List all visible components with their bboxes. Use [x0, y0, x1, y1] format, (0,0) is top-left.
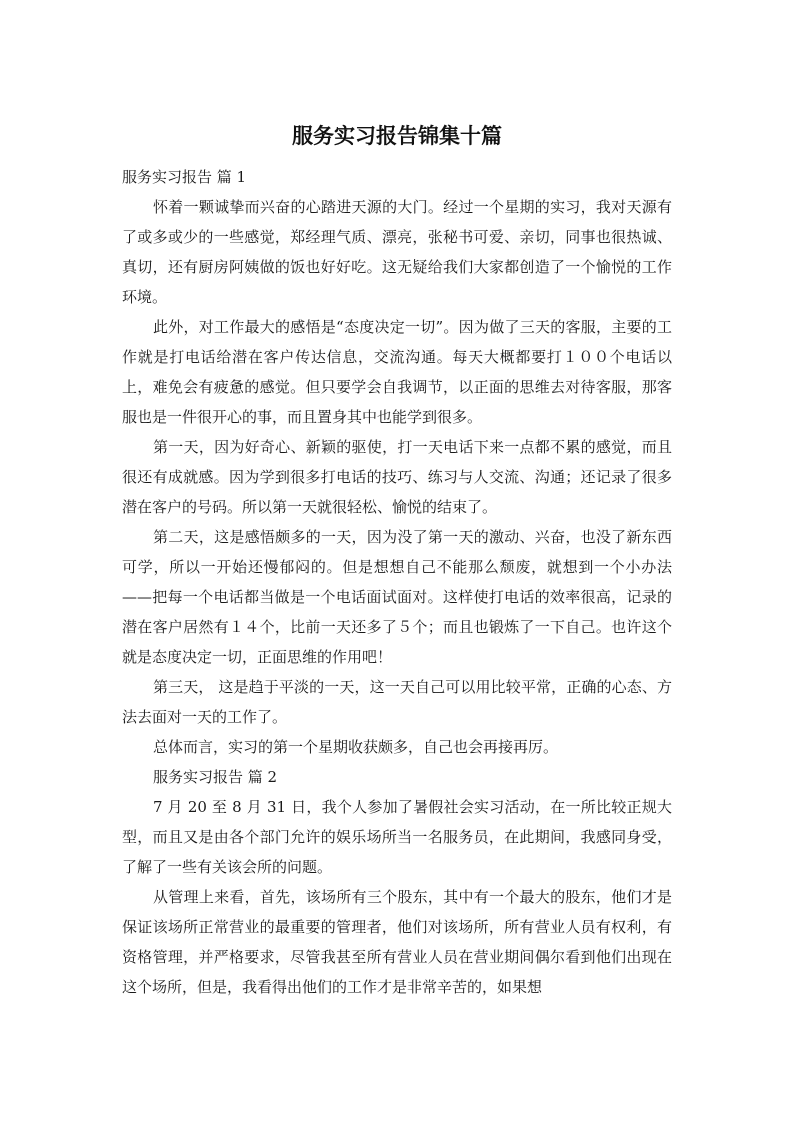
- section-2: [122, 762, 672, 1002]
- section-1: [122, 162, 672, 762]
- section-1-paragraph-6: 总体而言，实习的第一个星期收获颇多，自己也会再接再厉。: [153, 738, 559, 756]
- section-2-paragraph-2: 从管理上来看，首先，该场所有三个股东，其中有一个最大的股东，他们才是保证该场所正常营业的最重要的管理者，他们对该场所，所有营业人员有权利，有资格管理，并严格要求，尽管我甚至所有营业人员在营业期间偶尔看到他们出现在这个场所，但是，我看得出他们的工作才是非常辛苦的，如果想: [122, 888, 672, 996]
- section-1-heading: 服务实习报告 篇 1: [122, 168, 247, 186]
- section-1-paragraph-3: 第一天，因为好奇心、新颖的驱使，打一天电话下来一点都不累的感觉，而且很还有成就感。因为学到很多打电话的技巧、练习与人交流、沟通；还记录了很多潜在客户的号码。所以第一天就很轻松、愉悦的结束了。: [122, 438, 672, 516]
- section-1-paragraph-4: 第二天，这是感悟颇多的一天，因为没了第一天的激动、兴奋，也没了新东西可学，所以一开始还慢郁闷的。但是想想自己不能那么颓废，就想到一个小办法——把每一个电话都当做是一个电话面试面对。这样使打电话的效率很高，记录的潜在客户居然有１４个，比前一天还多了５个；而且也锻炼了一下自己。也许这个就是态度决定一切，正面思维的作用吧！: [122, 528, 672, 666]
- document-title: 服务实习报告锦集十篇: [292, 124, 502, 148]
- section-2-heading: 服务实习报告 篇 2: [153, 768, 278, 786]
- section-1-paragraph-1: 怀着一颗诚挚而兴奋的心踏进天源的大门。经过一个星期的实习，我对天源有了或多或少的一些感觉，郑经理气质、漂亮，张秘书可爱、亲切，同事也很热诚、真切，还有厨房阿姨做的饭也好好吃。这无疑给我们大家都创造了一个愉悦的工作环境。: [122, 198, 672, 306]
- section-2-paragraph-1: 7 月 20 至 8 月 31 日，我个人参加了暑假社会实习活动，在一所比较正规大型，而且又是由各个部门允许的娱乐场所当一名服务员，在此期间，我感同身受，了解了一些有关该会所的问题。: [122, 798, 672, 876]
- section-1-paragraph-5: 第三天， 这是趋于平淡的一天，这一天自己可以用比较平常，正确的心态、方法去面对一天的工作了。: [122, 678, 672, 726]
- section-1-paragraph-2: 此外，对工作最大的感悟是“态度决定一切”。因为做了三天的客服，主要的工作就是打电话给潜在客户传达信息，交流沟通。每天大概都要打１００个电话以上，难免会有疲惫的感觉。但只要学会自我调节，以正面的思维去对待客服，那客服也是一件很开心的事，而且置身其中也能学到很多。: [122, 318, 672, 426]
